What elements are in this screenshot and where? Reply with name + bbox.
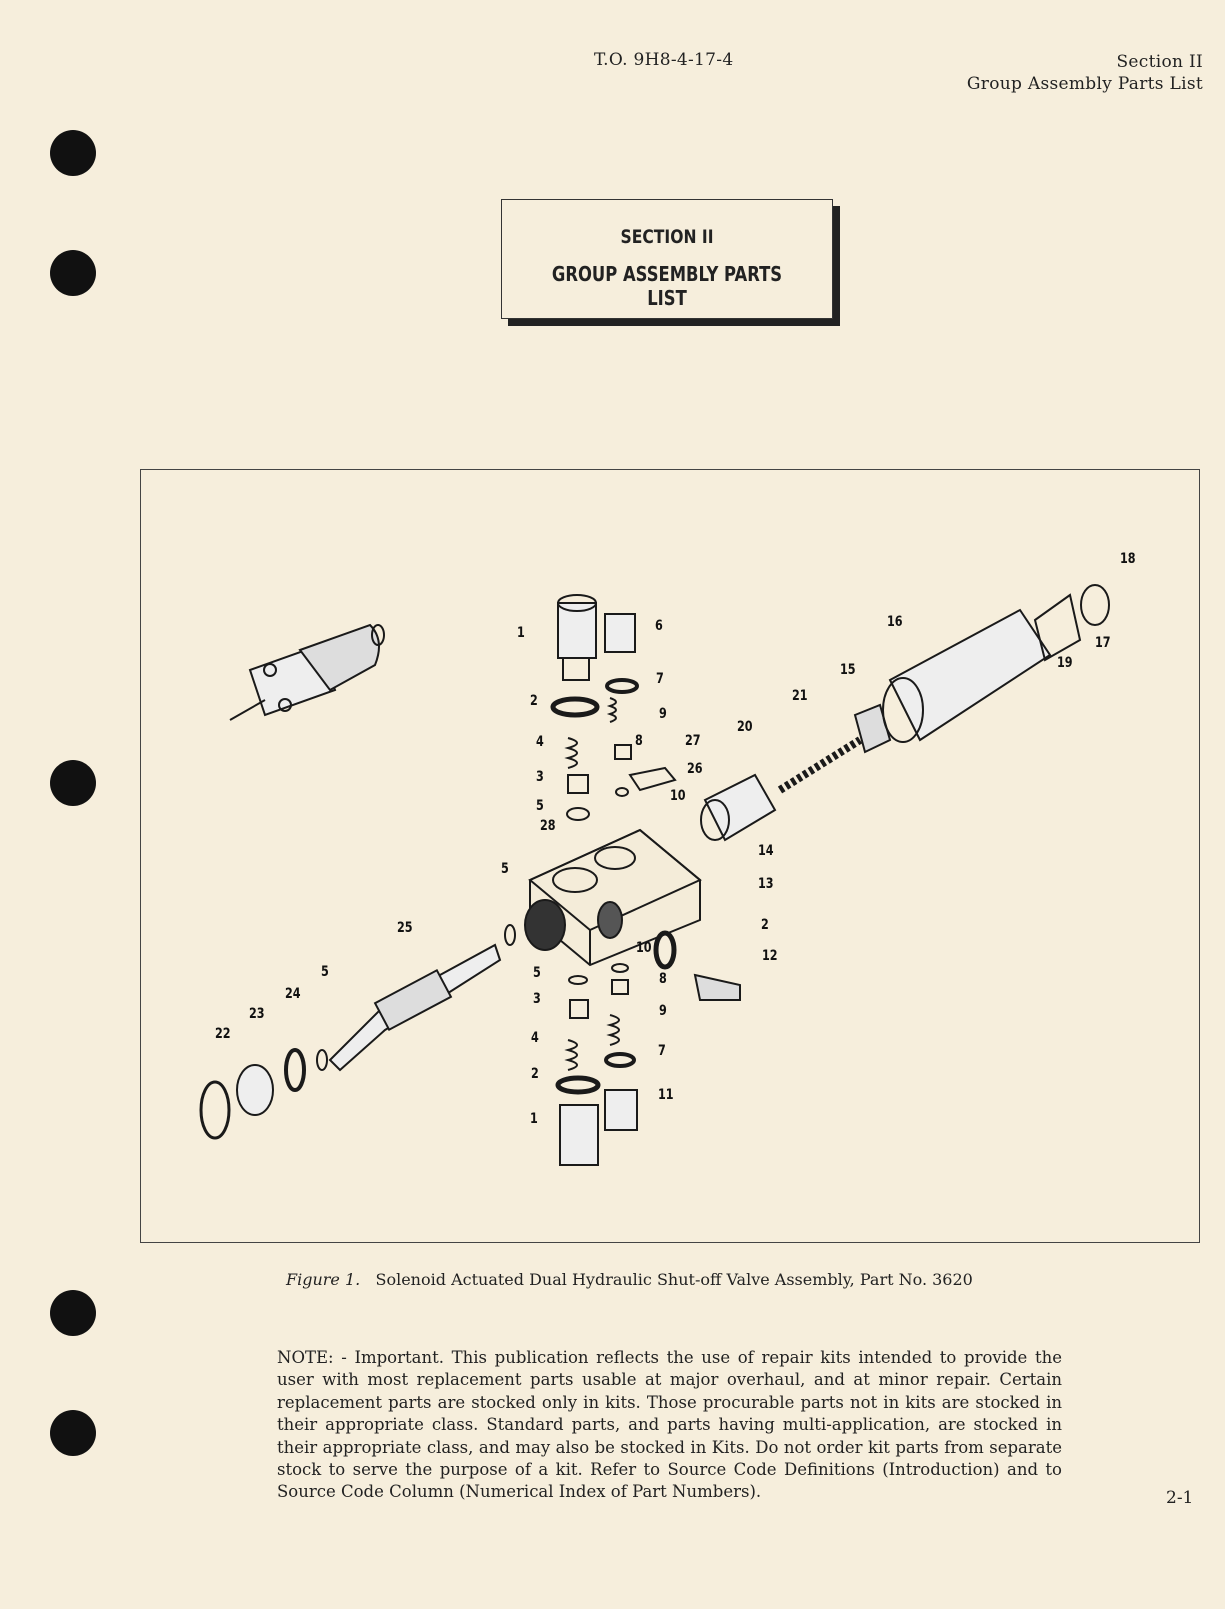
callout: 12 [761,948,778,964]
section-subheading: GROUP ASSEMBLY PARTS LIST [551,262,783,310]
figure-title: Solenoid Actuated Dual Hydraulic Shut-off Valve Assembly, Part No. 3620 [375,1270,973,1289]
callout: 5 [320,964,329,980]
callout: 20 [736,719,753,735]
section-label: Section II [1116,52,1203,72]
callout: 2 [530,1066,539,1082]
callout: 22 [214,1026,231,1042]
callout: 8 [634,733,643,749]
callout: 28 [539,818,556,834]
callout: 14 [757,843,774,859]
callout: 1 [516,625,525,641]
callout: 23 [248,1006,265,1022]
callout: 17 [1094,635,1111,651]
callout: 21 [791,688,808,704]
callout: 25 [396,920,413,936]
callout: 4 [530,1030,539,1046]
callout: 3 [532,991,541,1007]
callout: 6 [654,618,663,634]
callout: 19 [1056,655,1073,671]
figure-caption [286,1270,973,1289]
callout: 18 [1119,551,1136,567]
callout: 3 [535,769,544,785]
callout: 26 [686,761,703,777]
callout: 5 [535,798,544,814]
section-title-header: Group Assembly Parts List [966,74,1203,94]
callout: 27 [684,733,701,749]
callout: 24 [284,986,301,1002]
callout: 8 [658,971,667,987]
page-number: 2-1 [1166,1488,1194,1508]
callout: 7 [657,1043,666,1059]
callout: 5 [532,965,541,981]
callout: 7 [655,671,664,687]
callout: 15 [839,662,856,678]
callout: 4 [535,734,544,750]
figure-number: Figure 1. [286,1270,361,1289]
callout: 16 [886,614,903,630]
callout: 2 [529,693,538,709]
section-heading: SECTION II [620,226,714,248]
callout: 2 [760,917,769,933]
important-note: NOTE: - Important. This publication reflects the use of repair kits intended to provide the user with most replacement parts usable at major overhaul, and at minor repair. Certain replacement parts are stocked only in kits. Those procurable parts not in kits are stocked in their appropriate class. Standard parts, and parts having multi-application, are stocked in their appropriate class, and may also be stocked in Kits. Do not order kit parts from separate stock to serve the purpose of a kit. Refer to Source Code Definitions (Introduction) and to Source Code Column (Numerical Index of Part Numbers). [277,1348,1062,1502]
callout: 10 [635,940,652,956]
callout: 5 [500,861,509,877]
document-number: T.O. 9H8-4-17-4 [594,50,734,70]
callout: 1 [529,1111,538,1127]
callout: 10 [669,788,686,804]
callout: 13 [757,876,774,892]
assembled-valve-thumbnail [230,625,384,720]
callout: 9 [658,1003,667,1019]
callout: 9 [658,706,667,722]
callout: 11 [657,1087,674,1103]
